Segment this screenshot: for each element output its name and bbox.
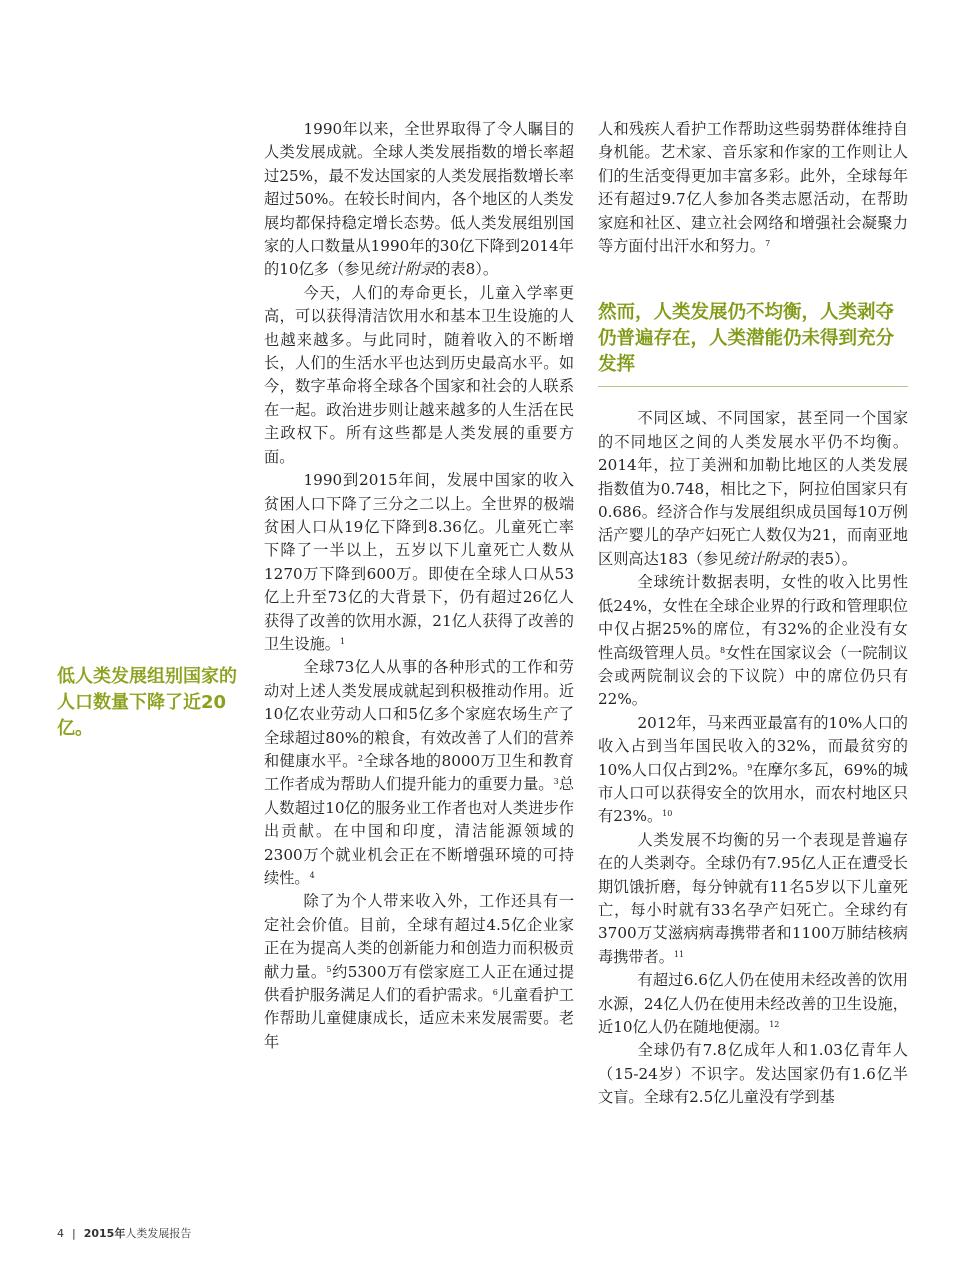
paragraph: 人类发展不均衡的另一个表现是普遍存在的人类剥夺。全球仍有7.95亿人正在遭受长期饥饿折磨，每分钟就有11名5岁以下儿童死亡，每小时就有33名孕产妇死亡。全球约有3700万艾滋病病毒携带者和1100万肺结核病毒携带者。$^{11}$: [598, 830, 908, 966]
paragraph: 不同区域、不同国家，甚至同一个国家的不同地区之间的人类发展水平仍不均衡。2014年，拉丁美洲和加勒比地区的人类发展指数值为0.748，相比之下，阿拉伯国家只有0.686。经济合作与发展组织成员国每10万例活产婴儿的孕产妇死亡人数仅为21，而南亚地区则高达183（参见统计附录的表5）。: [598, 409, 908, 568]
footnote-ref: 10: [662, 809, 673, 819]
paragraph: 1990年以来，全世界取得了令人瞩目的人类发展成就。全球人类发展指数的增长率超过25%，最不发达国家的人类发展指数增长率超过50%。在较长时间内，各个地区的人类发展均都保持稳定增长态势。低人类发展组别国家的人口数量从1990年的30亿下降到2014年的10亿多（参见统计附录的表8）。: [264, 120, 574, 279]
paragraph: 除了为个人带来收入外，工作还具有一定社会价值。目前，全球有超过4.5亿企业家正在为提高人类的创新能力和创造力而积极贡献力量。$^5$约5300万有偿家庭工人正在通过提供看护服务满足人们的看护需求。$^6$儿童看护工作帮助儿童健康成长，适应未来发展需要。老年: [264, 892, 575, 1051]
footnote-ref: 6: [492, 988, 498, 998]
body-column-right: [598, 118, 908, 1110]
body-column-middle: [264, 118, 574, 1054]
footnote-ref: 3: [553, 777, 559, 787]
paragraph: 全球统计数据表明，女性的收入比男性低24%，女性在全球企业界的行政和管理职位中仅占据25%的席位，有32%的企业没有女性高级管理人员。$^8$女性在国家议会（一院制议会或两院制议会的下议院）中的席位仍只有22%。: [598, 573, 909, 709]
report-year: 2015年: [83, 1227, 126, 1240]
footnote-ref: 4: [309, 871, 315, 880]
paragraph: 有超过6.6亿人仍在使用未经改善的饮用水源，24亿人仍在使用未经改善的卫生设施，近10亿人仍在随地便溺。$^{12}$: [598, 971, 908, 1036]
paragraph: 全球73亿人从事的各种形式的工作和劳动对上述人类发展成就起到积极推动作用。近10亿农业劳动人口和5亿多个家庭农场生产了全球超过80%的粮食，有效改善了人们的营养和健康水平。$^2$全球各地的8000万卫生和教育工作者成为帮助人们提升能力的重要力量。$^3$总人数超过10亿的服务业工作者也对人类进步作出贡献。在中国和印度，清洁能源领域的2300万个就业机会正在不断增强环境的可持续性。$^4$: [264, 658, 575, 887]
paragraph: 今天，人们的寿命更长，儿童入学率更高，可以获得清洁饮用水和基本卫生设施的人也越来越多。与此同时，随着收入的不断增长，人们的生活水平也达到历史最高水平。如今，数字革命将全球各个国家和社会的人联系在一起。政治进步则让越来越多的人生活在民主政权下。所有这些都是人类发展的重要方面。: [264, 283, 574, 466]
paragraph: 人和残疾人看护工作帮助这些弱势群体维持自身机能。艺术家、音乐家和作家的工作则让人们的生活变得更加丰富多彩。此外，全球每年还有超过9.7亿人参加各类志愿活动，在帮助家庭和社区、建立社会网络和增强社会凝聚力等方面付出汗水和努力。$^7$: [598, 120, 908, 256]
footnote-ref: 9: [747, 762, 753, 772]
footer-separator: |: [72, 1227, 76, 1240]
footnote-ref: 7: [765, 239, 771, 249]
paragraph: 1990到2015年间，发展中国家的收入贫困人口下降了三分之二以上。全世界的极端贫困人口从19亿下降到8.36亿。儿童死亡率下降了一半以上，五岁以下儿童死亡人数从1270万下降到600万。即使在全球人口从53亿上升至73亿的大背景下，仍有超过26亿人获得了改善的饮用水源，21亿人获得了改善的卫生设施。$^1$: [264, 471, 574, 653]
page-number: 4: [57, 1227, 64, 1240]
page-footer: [57, 1225, 191, 1241]
paragraph: 2012年，马来西亚最富有的10%人口的收入占到当年国民收入的32%，而最贫穷的10%人口仅占到2%。$^9$在摩尔多瓦，69%的城市人口可以获得安全的饮用水，而农村地区只有23%。$^{10}$: [598, 713, 908, 826]
footnote-ref: 2: [357, 753, 363, 763]
footnote-ref: 5: [326, 964, 332, 974]
footnote-ref: 8: [719, 645, 726, 655]
footnote-ref: 12: [769, 1020, 780, 1029]
section-heading: 然而，人类发展仍不均衡，人类剥夺仍普遍存在，人类潜能仍未得到充分发挥: [598, 300, 908, 387]
paragraph: 全球仍有7.8亿成年人和1.03亿青年人（15-24岁）不识字。发达国家仍有1.6亿半文盲。全球有2.5亿儿童没有学到基: [598, 1041, 908, 1107]
report-title: 人类发展报告: [125, 1227, 192, 1240]
footnote-ref: 1: [339, 636, 346, 646]
pull-quote: 低人类发展组别国家的人口数量下降了近20亿。: [57, 666, 237, 739]
footnote-ref: 11: [673, 949, 685, 959]
